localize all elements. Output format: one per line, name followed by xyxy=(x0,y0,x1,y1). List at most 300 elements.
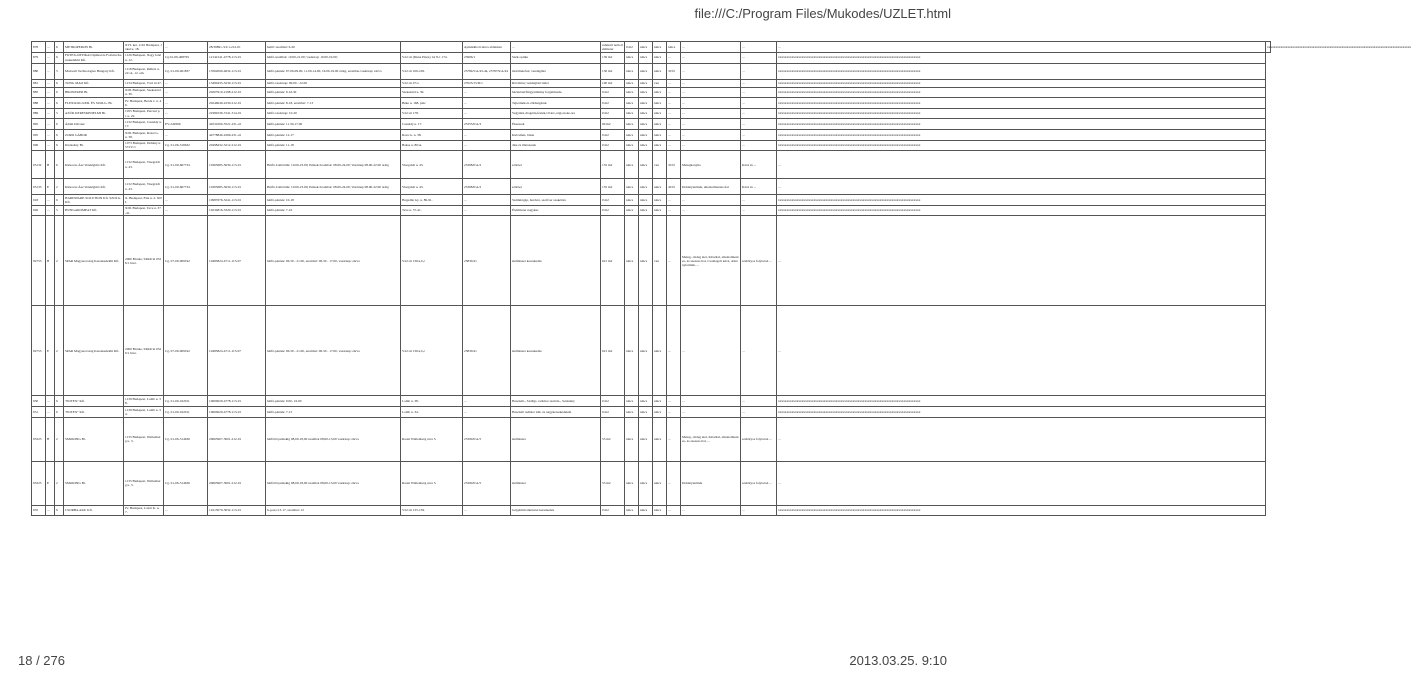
table-cell: 30 fő xyxy=(667,63,681,79)
table-cell: ... xyxy=(46,406,55,417)
table-cell: ... xyxy=(681,63,741,79)
table-cell: 0 m2 xyxy=(625,42,639,53)
table-cell: nincs xyxy=(653,42,667,53)
table-cell: h-p,szo:13-17, szombat: 12 xyxy=(266,505,401,516)
table-cell: 25390/0/A/5 xyxy=(463,461,511,505)
table-cell: "POTEX" Kft. xyxy=(64,406,124,417)
table-cell: Váci út 178. xyxy=(401,108,463,119)
table-cell: hétfőtől péntekig 08,00-18,00 szombat 08,00-13,00 vasárnap: zárva xyxy=(266,417,401,461)
table-cell: hétfő-péntek: 11.30-17.00 xyxy=(266,119,401,130)
table-cell: nincs xyxy=(639,306,653,396)
table-row xyxy=(32,52,1271,63)
table-cell: ... xyxy=(46,396,55,407)
table-cell: ... xyxy=(164,108,208,119)
table-cell: ... xyxy=(741,52,777,63)
table-cell: Maxwell Technologies Hungary Kft. xyxy=(64,63,124,79)
table-cell: nincs xyxy=(639,417,653,461)
file-url: file:///C:/Program Files/Mukodes/UZLET.html xyxy=(694,6,951,21)
table-cell: nincs xyxy=(653,87,667,98)
table-cell: élelmiszer kereskedés xyxy=(511,216,601,306)
table-cell: ... xyxy=(463,108,511,119)
table-cell: nincs xyxy=(625,216,639,306)
table-cell: Ékszerek xyxy=(511,119,601,130)
table-cell: nincs xyxy=(639,52,653,63)
table-cell: ... xyxy=(681,119,741,130)
table-row xyxy=(32,87,1271,98)
table-cell: ... xyxy=(681,406,741,417)
table-cell: nincs xyxy=(653,195,667,206)
table-cell: 930 xyxy=(32,396,46,407)
table-cell: ... xyxy=(46,52,55,63)
table-cell: ... xyxy=(46,505,55,516)
table-cell: 621 m2 xyxy=(601,306,625,396)
table-cell: Visegrádi u. 43. xyxy=(401,179,463,195)
table-cell: nincs xyxy=(653,417,667,461)
table-cell: Visegrádi u. 43. xyxy=(401,151,463,179)
table-cell: 30 fő xyxy=(667,151,681,179)
table-cell: Szék optika xyxy=(511,52,601,63)
table-cell: nincs xyxy=(625,195,639,206)
table-cell: xxxxxxxxxxxxxxxxxxxxxxxxxxxxxxxxxxxxxxxxxxxxxxxxxxxxxxxxxxxxxxxxxxxxxxxxxxxxxxxxxxxx xyxy=(777,129,1266,140)
table-body xyxy=(32,42,1411,516)
table-cell: 20665907-3001-212-01 xyxy=(208,417,266,461)
table-cell: ... xyxy=(463,87,511,98)
table-cell: 0 m2 xyxy=(601,396,625,407)
table-cell: ... xyxy=(741,42,777,53)
table-cell: SMOKING Bt. xyxy=(64,461,124,505)
table-cell: 25966/1 xyxy=(463,52,511,63)
table-cell: van xyxy=(653,151,667,179)
page-indicator: 18 / 276 xyxy=(18,653,65,668)
table-cell: XIII. Budapest, Szekszárd u. 30. xyxy=(124,87,164,98)
table-cell: nincs xyxy=(653,119,667,130)
table-cell: ... xyxy=(667,79,681,87)
table-cell: szörbet xyxy=(511,151,601,179)
table-cell: ... xyxy=(681,79,741,87)
table-cell: ... xyxy=(46,87,55,98)
table-cell: szabályos folytatott ... xyxy=(741,216,777,306)
table-cell: mobiltelefon; vendéglátó xyxy=(511,63,601,79)
table-cell: Váci út 106-106. xyxy=(401,63,463,79)
table-cell: Váci út 136/a,b,c xyxy=(401,216,463,306)
table-cell: 1139 Budapest, Lomb u. 34. xyxy=(124,406,164,417)
table-cell: 895 xyxy=(32,119,46,130)
table-cell: IV. Budapest, Lázár K. u. 7. xyxy=(124,505,164,516)
table-cell: 135 m2 xyxy=(601,179,625,195)
table-cell: 5 xyxy=(55,108,64,119)
table-cell: ... xyxy=(741,119,777,130)
table-cell: Hétfő-Csütörtök: 10.00-23.00; Péntek-Szombat: 08.00-24.00; Vasárnap 08.00-22.00 óráig xyxy=(266,151,401,179)
table-cell: 879 xyxy=(32,52,46,63)
table-cell: 27023/15/D/1 xyxy=(463,79,511,87)
table-cell: SPAR Magyarország Kereskedelmi Kft. xyxy=(64,306,124,396)
table-cell: nincs xyxy=(653,63,667,79)
table-cell: nincs xyxy=(653,205,667,216)
table-cell: SPAR Magyarország Kereskedelmi Kft. xyxy=(64,216,124,306)
table-cell: nincs xyxy=(653,52,667,63)
table-cell: ... xyxy=(681,306,741,396)
table-cell: 5 xyxy=(55,63,64,79)
table-cell: 6 xyxy=(55,140,64,151)
table-cell: nincs xyxy=(625,205,639,216)
table-cell: 95133 xyxy=(32,179,46,195)
table-cell: dísz és illatszerek xyxy=(511,140,601,151)
table-cell: nincs xyxy=(639,216,653,306)
table-cell: Használt-, Szállgs. radiátor szalvás-, Szekrény xyxy=(511,396,601,407)
table-cell: nincs xyxy=(625,417,639,461)
table-cell: Lomb u. 34. xyxy=(401,406,463,417)
table-cell: ... xyxy=(741,98,777,109)
table-cell: ... xyxy=(667,140,681,151)
table-cell: Raoul Wallenberg utca 3. xyxy=(401,417,463,461)
table-cell: nincs xyxy=(639,505,653,516)
table-cell: 21984536-7241-314-01 xyxy=(208,108,266,119)
table-cell: xxxxxxxxxxxxxxxxxxxxxxxxxxxxxxxxxxxxxxxxxxxxxxxxxxxxxxxxxxxxxxxxxxxxxxxxxxxxxxxxxxxx xyxy=(777,396,1266,407)
table-cell: nincs xyxy=(625,87,639,98)
table-cell: hétfő-péntek: 12-17 xyxy=(266,129,401,140)
table-cell: B xyxy=(46,216,55,306)
table-cell: ... xyxy=(667,396,681,407)
table-cell: Vegyiárú,drogéria,festék,vil.lev.,régi,szoko.sra xyxy=(511,108,601,119)
table-cell: ... xyxy=(741,306,777,396)
table-cell: 93325 xyxy=(32,461,46,505)
table-cell: 0 m2 xyxy=(601,129,625,140)
table-cell: ... xyxy=(667,129,681,140)
table-cell: xxxxxxxxxxxxxxxxxxxxxxxxxxxxxxxxxxxxxxxxxxxxxxxxxxxxxxxxxxxxxxxxxxxxxxxxxxxxxxxxxxxx xyxy=(777,140,1266,151)
table-cell: nincs xyxy=(639,108,653,119)
table-cell: ... xyxy=(164,195,208,206)
business-register-table xyxy=(31,41,1411,516)
table-cell: hétfő-péntek: 8-18, szombat: 7-13 xyxy=(266,98,401,109)
table-cell: nincs xyxy=(639,119,653,130)
table-cell: 0 m2 xyxy=(601,505,625,516)
table-cell: 10485824-4711-113-07 xyxy=(208,216,266,306)
table-cell: BRONZKER Bt. xyxy=(64,87,124,98)
table-cell: 25368/0/A/2 xyxy=(463,151,511,179)
table-cell: 10600029-4778-113-01 xyxy=(208,396,266,407)
table-cell: ... xyxy=(777,151,1266,179)
table-cell: nincs xyxy=(639,140,653,151)
table-cell: nincs xyxy=(653,505,667,516)
table-cell: ... xyxy=(777,42,1266,53)
table-cell: xxxxxxxxxxxxxxxxxxxxxxxxxxxxxxxxxxxxxxxxxxxxxxxxxxxxxxxxxxxxxxxxxxxxxxxxxxxxxxxxxxxx xyxy=(777,87,1266,98)
table-cell: nincs xyxy=(653,129,667,140)
table-cell: "POTEX" Kft. xyxy=(64,396,124,407)
table-cell: AZÚR KERESKEDELMI Bt. xyxy=(64,108,124,119)
table-cell: 1118 Budapest, Rétköz u. 22./A, 12. em. xyxy=(124,63,164,79)
table-cell: nincs xyxy=(625,179,639,195)
table-cell: nincs xyxy=(625,129,639,140)
table-cell: 621 m2 xyxy=(601,216,625,306)
table-cell: 2 xyxy=(55,417,64,461)
table-cell: xxxxxxxxxxxxxxxxxxxxxxxxxxxxxxxxxxxxxxxxxxxxxxxxxxxxxxxxxxxxxxxxxxxxxxxxxxxxxxxxxxxx xyxy=(777,406,1266,417)
table-cell: HUNGAROMEAT Kft. xyxy=(64,205,124,216)
table-cell: xxxxxxxxxxxxxxxxxxxxxxxxxxxxxxxxxxxxxxxxxxxxxxxxxxxxxxxxxxxxxxxxxxxxxxxxxxxxxxxxxxxx xyxy=(777,98,1266,109)
table-cell: 0 m2 xyxy=(601,195,625,206)
table-cell: ... xyxy=(681,396,741,407)
table-cell: xxxxxxxxxxxxxxxxxxxxxxxxxxxxxxxxxxxxxxxxxxxxxxxxxxxxxxxxxxxxxxxxxxxxxxxxxxxxxxxxxxxx xyxy=(777,79,1266,87)
table-cell: ... xyxy=(667,195,681,206)
table-cell: nincs xyxy=(625,119,639,130)
table-row xyxy=(32,417,1271,461)
table-row xyxy=(32,179,1271,195)
table-cell: ... xyxy=(463,505,511,516)
table-cell: nincs xyxy=(639,396,653,407)
table-cell: ... xyxy=(667,406,681,417)
table-cell: 28/39891-3/2/1-212-01 xyxy=(208,42,266,53)
table-cell: 931 xyxy=(32,406,46,417)
table-cell: hétfő-vasárnap: 10-20 xyxy=(266,108,401,119)
table-cell: 878 xyxy=(32,42,46,53)
table-row xyxy=(32,396,1271,407)
table-cell: hétfő-péntek: 9.00- 16.00 xyxy=(266,396,401,407)
table-cell: ... xyxy=(667,205,681,216)
table-cell: E xyxy=(46,179,55,195)
table-cell: 135 m2 xyxy=(601,151,625,179)
table-cell: ... xyxy=(681,205,741,216)
table-cell: ... xyxy=(681,98,741,109)
table-cell: XIII. Budapest, Rozsi G. u. 38. xyxy=(124,129,164,140)
table-cell: 10600029-4778-113-01 xyxy=(208,406,266,417)
table-cell: 6 xyxy=(55,119,64,130)
table-cell: 92753 xyxy=(32,216,46,306)
table-cell: 13562090-4632-113-01 xyxy=(208,63,266,79)
table-cell: nincs xyxy=(639,205,653,216)
table-cell: hétfő-péntek: 7-15 xyxy=(266,406,401,417)
table-cell: nincs xyxy=(639,129,653,140)
table-cell: 6 xyxy=(55,52,64,63)
table-cell: Váci út 47/a xyxy=(401,79,463,87)
table-cell: xxxxxxxxxxxxxxxxxxxxxxxxxxxxxxxxxxxxxxxxxxxxxxxxxxxxxxxxxxxxxxxxxxxxxxxxxxxxxxxxxxxx xyxy=(777,52,1266,63)
table-cell: 25830/41 xyxy=(463,306,511,396)
table-cell: 130 m2 xyxy=(601,63,625,79)
table-cell: nincs xyxy=(653,140,667,151)
table-cell: HARDWARE-SOLUTION Kft. SZOLG. Kft. xyxy=(64,195,124,206)
table-cell: hétfő-péntek: 07.00-09.00, 11.00-14.00, 16.00-19.00 óráig, szombat-vasárnap: zárva xyxy=(266,63,401,79)
table-cell: Ajándékbolt nincs ablakban xyxy=(463,42,511,53)
table-cell: ... xyxy=(46,42,55,53)
table-cell: ... xyxy=(681,42,741,53)
table-cell: Raoul Wallenberg utca 3. xyxy=(401,461,463,505)
table-cell: Gépjármű alkatrész kereskedés xyxy=(511,505,601,516)
table-cell: ... xyxy=(777,306,1266,396)
table-cell: IV. Budapest, Berda J. u. 46. xyxy=(124,98,164,109)
table-cell: 6 xyxy=(55,505,64,516)
table-cell: xxxxxxxxxxxxxxxxxxxxxxxxxxxxxxxxxxxxxxxxxxxxxxxxxxxxxxxxxxxxxxxxxxxxxxxxxxxxxxxxxxxx xyxy=(777,108,1266,119)
table-cell: háztartási/fürgyártmány forgalmazás xyxy=(511,87,601,98)
table-cell: 25784/5/A/43-44, 25787/9/A/44 xyxy=(463,63,511,79)
table-cell: ... xyxy=(46,140,55,151)
table-cell: hétfő-péntek: 10-18 xyxy=(266,195,401,206)
table-cell: ... xyxy=(46,79,55,87)
table-cell: ZORO GÁBOR xyxy=(64,129,124,140)
table-cell: ... xyxy=(46,205,55,216)
table-cell: FLEXILOG KER. ÉS SZOLG. Bt. xyxy=(64,98,124,109)
table-cell: ... xyxy=(463,129,511,140)
table-cell: nincs xyxy=(667,42,681,53)
table-cell: ... xyxy=(777,216,1266,306)
table-cell: 881 xyxy=(32,79,46,87)
table-cell: nincs xyxy=(625,140,639,151)
table-cell: Cg. 01-06-314636 xyxy=(164,461,208,505)
table-cell: nincs xyxy=(625,108,639,119)
table-cell: heti0: szombat: 6-20 xyxy=(266,42,401,53)
table-cell: xxxxxxxxxxxxxxxxxxxxxxxxxxxxxxxxxxxxxxxxxxxxxxxxxxxxxxxxxxxxxxxxxxxxxxxxxxxxxxxxxxxx xyxy=(777,205,1266,216)
table-cell: ... xyxy=(164,98,208,109)
table-cell: Melegkonyha xyxy=(681,151,741,179)
table-cell: X. Budapest, Fáta u. 2. XIII. xyxy=(125,195,162,204)
table-cell: 53 m2 xyxy=(601,461,625,505)
table-cell: nincs xyxy=(639,195,653,206)
table-cell: ... xyxy=(164,205,208,216)
table-cell: 93323 xyxy=(32,417,46,461)
table-cell: 1132 Budapest, Csanády u. 17. xyxy=(125,119,162,129)
table-cell: 6 xyxy=(55,406,64,417)
table-cell: ... xyxy=(463,205,511,216)
table-cell: 100 m2 xyxy=(601,79,625,87)
table-cell: Kulcsmás, bizsu xyxy=(511,129,601,140)
table-cell: Klotkolny Bt. xyxy=(64,140,124,151)
table-cell: Váci út (Duna Plaza) 1st 8-1 174. xyxy=(401,52,463,63)
table-cell: Béke u. 168. pinc xyxy=(401,98,463,109)
table-cell: ... xyxy=(741,129,777,140)
table-cell: 0 m2 xyxy=(601,205,625,216)
table-cell: Élelmiszer nagyker. xyxy=(511,205,601,216)
table-cell: xxxxxxxxxxxxxxxxxxxxxxxxxxxxxxxxxxxxxxxxxxxxxxxxxxxxxxxxxxxxxxxxxxxxxxxxxxxxxxxxxxxx xyxy=(777,63,1266,79)
table-cell: 12213070-3632-113-01 xyxy=(208,505,266,516)
table-cell: 1135 Budapest, Wallenberg u. 3. xyxy=(124,417,164,461)
table-cell: Cg.01-09-468765 xyxy=(164,52,208,63)
table-cell: ... xyxy=(667,52,681,63)
table-cell: 1126 Budapest, Nagy Jenő u. 12. xyxy=(124,52,164,63)
table-cell: ... xyxy=(741,108,777,119)
table-cell: 25390/0/A/5 xyxy=(463,417,511,461)
table-cell: EV-249366 xyxy=(164,119,208,130)
table-cell: ... xyxy=(463,140,511,151)
table-cell: nincs xyxy=(653,461,667,505)
table-cell: nincs xyxy=(625,406,639,417)
table-cell: Kirkover-Ász Vendéglátó Kft. xyxy=(64,151,124,179)
table-cell: 0 m2 xyxy=(601,98,625,109)
table-cell: XVI. ker. 1161 Budapest, Jókai u. 18. xyxy=(125,42,162,51)
table-cell: Cg. 01-09-162011 xyxy=(164,396,208,407)
table-cell: nincs xyxy=(653,179,667,195)
table-row xyxy=(32,505,1271,516)
table-cell: 885 xyxy=(32,87,46,98)
table-cell: ... xyxy=(667,119,681,130)
table-cell: nincs xyxy=(625,52,639,63)
table-cell: ... xyxy=(463,98,511,109)
table-cell: 1132 Budapest, Visegrádi u. 43. xyxy=(124,179,164,195)
table-cell: szabályos folytatott ... xyxy=(741,461,777,505)
table-cell: ... xyxy=(741,195,777,206)
table-row xyxy=(32,306,1271,396)
table-row xyxy=(32,195,1271,206)
table-cell: Lomb u. 38. xyxy=(401,396,463,407)
table-row xyxy=(32,98,1271,109)
table-cell: ... xyxy=(164,505,208,516)
table-cell: ... xyxy=(741,396,777,407)
table-cell: 44531000-3521-231-41 xyxy=(208,119,266,130)
table-cell: 935 xyxy=(32,505,46,516)
table-cell: nincs xyxy=(639,42,653,53)
table-cell: 918 xyxy=(32,195,46,206)
table-cell: ... xyxy=(164,79,208,87)
table-row xyxy=(32,108,1271,119)
table-cell: hétfő-péntek: 06.30 - 21.00, szombat: 06.30 - 17.00, vasárnap: zárva xyxy=(266,306,401,396)
table-cell: Cg. 01-06-314636 xyxy=(164,417,208,461)
table-cell: xxxxxxxxxxxxxxxxxxxxxxxxxxxxxxxxxxxxxxxxxxxxxxxxxxxxxxxxxxxxxxxxxxxxxxxxxxxxxxxxxxxx xyxy=(777,119,1266,130)
table-cell: ... xyxy=(46,129,55,140)
table-cell: nincs xyxy=(625,505,639,516)
table-cell: nincs xyxy=(625,98,639,109)
table-cell: élelmiszer kereskedés xyxy=(511,306,601,396)
table-cell: ... xyxy=(681,140,741,151)
table-cell: nincs xyxy=(639,79,653,87)
table-cell: nincs xyxy=(639,87,653,98)
table-cell: 6 xyxy=(55,151,64,179)
table-cell: ... xyxy=(777,461,1266,505)
table-cell: 6 xyxy=(55,42,64,53)
table-cell: ... xyxy=(463,406,511,417)
table-row xyxy=(32,151,1271,179)
table-cell: ... xyxy=(463,195,511,206)
table-cell: 1134 Budapest, Váci út 47. xyxy=(124,79,164,87)
table-cell: élelmiszer xyxy=(511,417,601,461)
table-cell: 906 xyxy=(32,140,46,151)
table-cell: Cg. 01-06-316632 xyxy=(164,140,208,151)
table-cell: 880 xyxy=(32,63,46,79)
print-timestamp: 2013.03.25. 9:10 xyxy=(849,653,947,668)
table-cell: ... xyxy=(46,98,55,109)
table-cell: hétfő-péntek: 06.30 - 21.00, szombat: 06.30 - 17.00, vasárnap: zárva xyxy=(266,216,401,306)
table-cell: 1135 Budapest, Wallenberg u. 3. xyxy=(124,461,164,505)
table-cell: nincs xyxy=(625,63,639,79)
table-cell: van xyxy=(653,79,667,87)
table-cell: 10234816-3320-113-01 xyxy=(208,205,266,216)
table-cell: Meleg-, hideg étel, Kávéital, alkoholmentes- és szeszes ital, ... xyxy=(681,417,741,461)
table-cell: Cg. 01-09-162011 xyxy=(164,406,208,417)
table-row xyxy=(32,205,1271,216)
table-cell: nincs xyxy=(653,306,667,396)
table-cell: nincs xyxy=(639,98,653,109)
table-cell: ... xyxy=(164,129,208,140)
table-cell: 0 m2 xyxy=(601,140,625,151)
table-cell: ... xyxy=(463,396,511,407)
table-cell: 10365685-5630-113-01 xyxy=(208,151,266,179)
table-cell: 6 xyxy=(55,87,64,98)
table-cell: ... xyxy=(667,108,681,119)
table-cell: nincs xyxy=(639,406,653,417)
table-cell: Váci út 136/a,b,c xyxy=(401,306,463,396)
table-cell: ... xyxy=(46,119,55,130)
table-cell: Cg. 07-09-009192 xyxy=(164,216,208,306)
table-cell: xxxxxxxxxxxxxxxxxxxxxxxxxxxxxxxxxxxxxxxxxxxxxxxxxxxxxxxxxxxxxxxxxxxxxxxxxxxxxxxxxxxxx xyxy=(1266,42,1271,53)
table-cell: Kávé és ... xyxy=(741,151,777,179)
table-cell: 20207910-2198-212-01 xyxy=(208,87,266,98)
table-cell: 2 xyxy=(55,461,64,505)
table-cell: ... xyxy=(741,505,777,516)
table-cell: ... xyxy=(667,216,681,306)
table-cell: Cg. 07-09-009192 xyxy=(164,306,208,396)
table-row xyxy=(32,140,1271,151)
table-cell: nincs xyxy=(653,98,667,109)
table-cell: Számítógép, hardver, szoftver szakértés xyxy=(511,195,601,206)
table-cell: Cg. 01-09-461837 xyxy=(164,63,208,79)
table-cell: Váci út 135-139. xyxy=(401,505,463,516)
table-cell: 6 xyxy=(55,396,64,407)
table-cell: 0 m2 xyxy=(601,87,625,98)
